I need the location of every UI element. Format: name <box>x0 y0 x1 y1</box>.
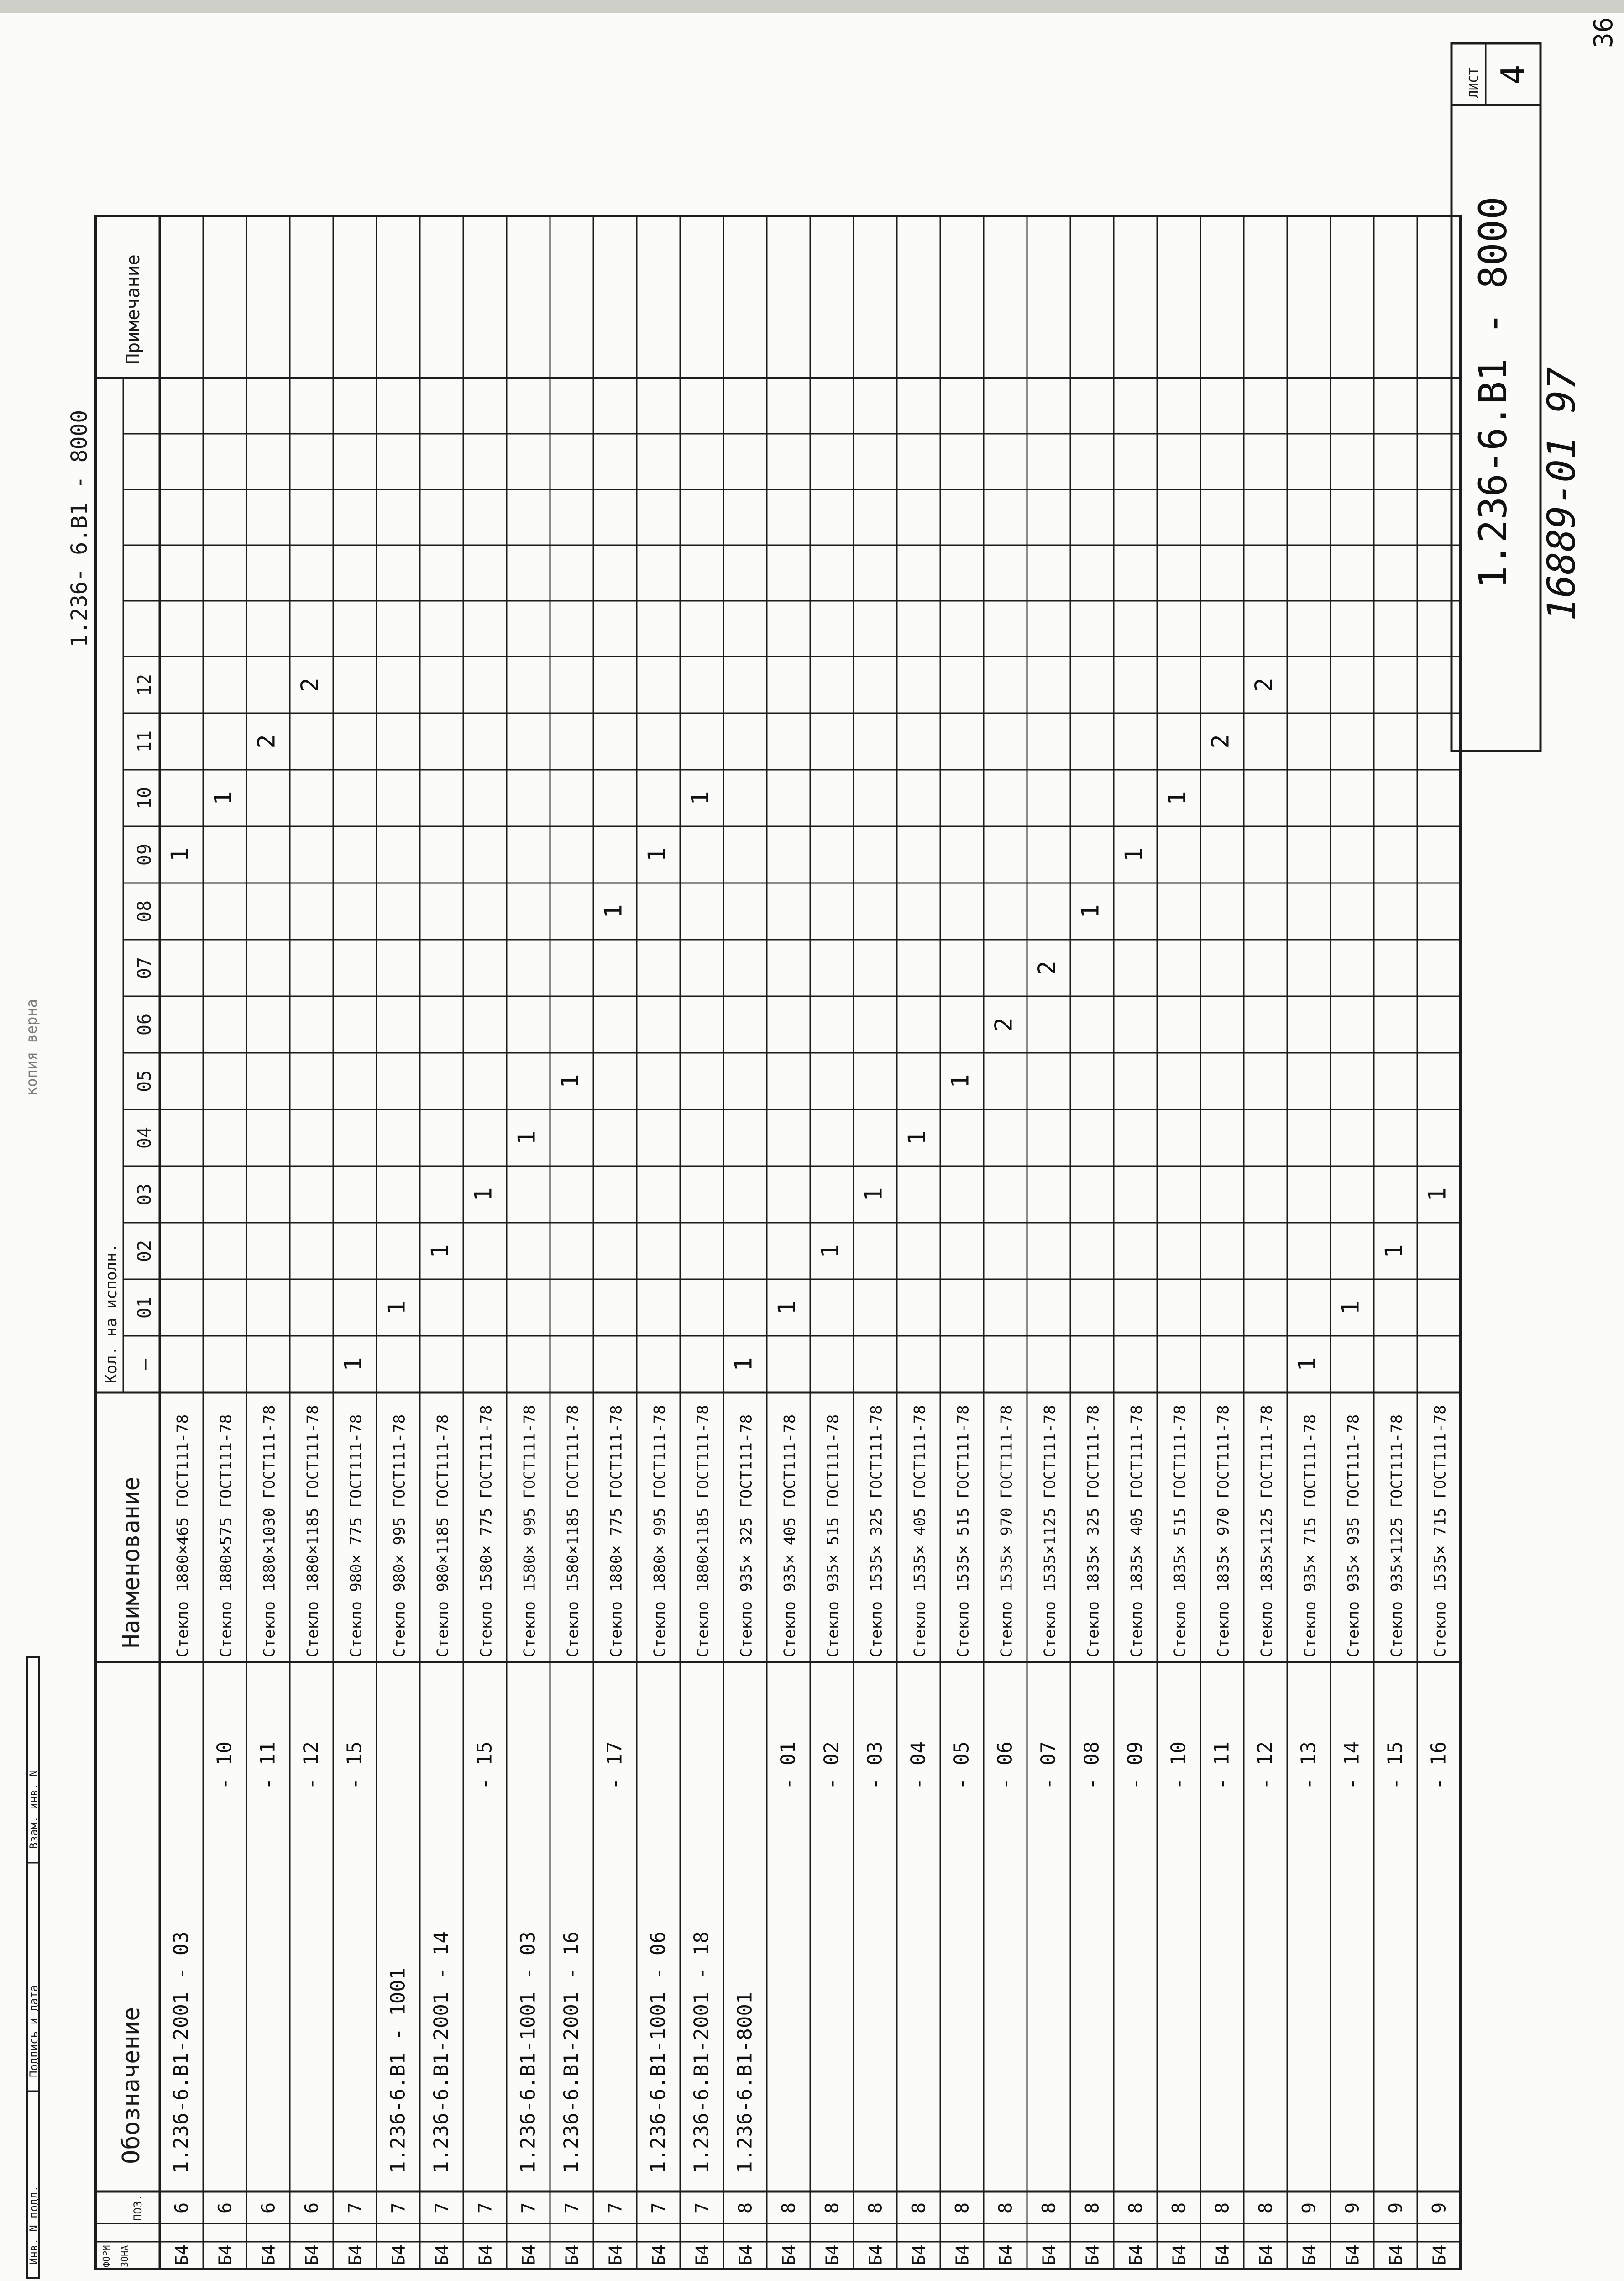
row-name: Стекло 935× 325 ГОСТ111-78 <box>737 1414 756 1657</box>
row-designation: 1.236-6.В1-1001 - 06 <box>646 1931 670 2173</box>
doc-code-stamp: 1.236-6.В1 - 8000 <box>1471 196 1515 589</box>
row-name: Стекло 1880×1185 ГОСТ111-78 <box>304 1405 322 1657</box>
row-format: Б4 <box>692 2244 712 2265</box>
row-pos: 7 <box>431 2202 453 2213</box>
row-designation: - 10 <box>1167 1741 1190 1790</box>
row-designation: - 04 <box>906 1741 930 1790</box>
row-designation: - 09 <box>1123 1741 1147 1790</box>
row-name: Стекло 1880×465 ГОСТ111-78 <box>173 1414 192 1657</box>
row-format: Б4 <box>909 2244 929 2265</box>
row-designation: - 14 <box>1340 1741 1364 1790</box>
row-format: Б4 <box>172 2244 192 2265</box>
scan-edge <box>0 0 1624 13</box>
exec-col-header-12: 12 <box>134 673 155 696</box>
row-pos: 6 <box>301 2202 323 2213</box>
row-name: Стекло 1535×1125 ГОСТ111-78 <box>1041 1405 1059 1657</box>
row-designation: - 13 <box>1297 1741 1320 1790</box>
row-pos: 7 <box>388 2202 409 2213</box>
row-pos: 7 <box>648 2202 670 2213</box>
row-name: Стекло 1580× 995 ГОСТ111-78 <box>520 1405 539 1657</box>
row-format: Б4 <box>1039 2244 1059 2265</box>
qty-value-10: 1 <box>1163 791 1191 805</box>
qty-value-08: 1 <box>600 904 628 919</box>
exec-col-header-10: 10 <box>134 787 155 809</box>
row-name: Стекло 980× 995 ГОСТ111-78 <box>390 1414 409 1657</box>
row-name: Стекло 1535× 405 ГОСТ111-78 <box>911 1405 929 1657</box>
row-pos: 8 <box>735 2202 756 2213</box>
header-zone: ЗОНА <box>119 2245 130 2267</box>
row-pos: 8 <box>995 2202 1016 2213</box>
qty-value-base: 1 <box>340 1357 367 1372</box>
row-pos: 8 <box>1125 2202 1147 2213</box>
row-name: Стекло 1535× 970 ГОСТ111-78 <box>997 1405 1016 1657</box>
row-designation: 1.236-6.В1-2001 - 16 <box>560 1931 583 2173</box>
row-pos: 9 <box>1342 2202 1363 2213</box>
row-format: Б4 <box>1342 2244 1363 2265</box>
row-name: Стекло 980× 775 ГОСТ111-78 <box>347 1414 366 1657</box>
row-format: Б4 <box>519 2244 539 2265</box>
row-designation: - 15 <box>1383 1741 1407 1790</box>
row-designation: - 16 <box>1427 1741 1451 1790</box>
row-format: Б4 <box>735 2244 756 2265</box>
certified-copy-note: копия верна <box>23 999 40 1096</box>
side-label-sign: Подпись и дата <box>27 1985 40 2077</box>
row-name: Стекло 1535× 325 ГОСТ111-78 <box>867 1405 886 1657</box>
header-format: ФОРМ <box>101 2245 112 2267</box>
row-format: Б4 <box>345 2244 366 2265</box>
row-format: Б4 <box>432 2244 452 2265</box>
row-format: Б4 <box>1429 2244 1450 2265</box>
row-name: Стекло 1880× 775 ГОСТ111-78 <box>607 1405 626 1657</box>
row-name: Стекло 1880×1030 ГОСТ111-78 <box>260 1405 279 1657</box>
row-pos: 6 <box>215 2202 236 2213</box>
qty-value-05: 1 <box>947 1074 974 1088</box>
row-name: Стекло 1835× 405 ГОСТ111-78 <box>1127 1405 1146 1657</box>
qty-value-11: 2 <box>253 734 281 749</box>
row-pos: 7 <box>605 2202 626 2213</box>
row-designation: - 17 <box>603 1741 627 1790</box>
qty-value-09: 1 <box>166 847 194 862</box>
exec-col-header-07: 07 <box>134 957 155 979</box>
row-pos: 7 <box>475 2202 496 2213</box>
qty-value-base: 1 <box>730 1357 758 1372</box>
qty-value-04: 1 <box>903 1130 931 1145</box>
qty-value-03: 1 <box>470 1187 498 1202</box>
row-designation: 1.236-6.В1-1001 - 03 <box>516 1931 540 2173</box>
row-format: Б4 <box>1082 2244 1103 2265</box>
row-designation: 1.236-6.В1-8001 <box>733 1992 757 2173</box>
row-pos: 9 <box>1299 2202 1320 2213</box>
row-pos: 8 <box>1082 2202 1103 2213</box>
row-pos: 8 <box>1212 2202 1233 2213</box>
row-designation: - 01 <box>776 1741 800 1790</box>
exec-col-header-09: 09 <box>134 843 155 866</box>
row-pos: 7 <box>561 2202 583 2213</box>
row-designation: - 03 <box>863 1741 887 1790</box>
row-name: Стекло 1880×1185 ГОСТ111-78 <box>694 1405 712 1657</box>
row-pos: 8 <box>778 2202 800 2213</box>
list-label: ЛИСТ <box>1466 67 1481 98</box>
row-designation: - 12 <box>1253 1741 1277 1790</box>
row-designation: - 11 <box>1210 1741 1234 1790</box>
row-designation: 1.236-6.В1 - 1001 <box>386 1967 410 2173</box>
row-designation: - 06 <box>993 1741 1017 1790</box>
qty-value-09: 1 <box>643 847 671 862</box>
row-name: Стекло 1835×1125 ГОСТ111-78 <box>1257 1405 1276 1657</box>
qty-value-11: 2 <box>1207 734 1235 749</box>
row-format: Б4 <box>1126 2244 1146 2265</box>
row-format: Б4 <box>1169 2244 1189 2265</box>
header-pos: ПОЗ. <box>131 2194 144 2221</box>
row-designation: 1.236-6.В1-2001 - 03 <box>169 1931 193 2173</box>
exec-col-header-05: 05 <box>134 1070 155 1093</box>
qty-value-03: 1 <box>860 1187 888 1202</box>
exec-col-header-02: 02 <box>134 1240 155 1262</box>
header-name: Наименование <box>118 1477 145 1648</box>
qty-value-07: 2 <box>1033 961 1061 975</box>
row-format: Б4 <box>562 2244 582 2265</box>
row-format: Б4 <box>1386 2244 1406 2265</box>
row-format: Б4 <box>865 2244 886 2265</box>
row-format: Б4 <box>258 2244 279 2265</box>
row-pos: 8 <box>952 2202 973 2213</box>
qty-value-01: 1 <box>383 1300 411 1315</box>
row-name: Стекло 1535× 515 ГОСТ111-78 <box>954 1405 973 1657</box>
row-designation: - 15 <box>473 1741 497 1790</box>
row-name: Стекло 935× 515 ГОСТ111-78 <box>824 1414 843 1657</box>
row-pos: 6 <box>258 2202 279 2213</box>
row-pos: 8 <box>1255 2202 1277 2213</box>
row-designation: 1.236-6.В1-2001 - 18 <box>690 1931 713 2173</box>
row-format: Б4 <box>779 2244 799 2265</box>
qty-value-09: 1 <box>1120 847 1148 862</box>
qty-value-04: 1 <box>513 1130 541 1145</box>
row-designation: - 07 <box>1037 1741 1060 1790</box>
header-doc-code: 1.236- 6.В1 - 8000 <box>67 410 92 647</box>
row-name: Стекло 1880×575 ГОСТ111-78 <box>217 1414 236 1657</box>
header-designation: Обозначение <box>118 2007 145 2164</box>
row-format: Б4 <box>302 2244 322 2265</box>
row-pos: 8 <box>1038 2202 1060 2213</box>
row-pos: 8 <box>865 2202 886 2213</box>
qty-value-10: 1 <box>210 791 237 805</box>
row-format: Б4 <box>215 2244 236 2265</box>
row-format: Б4 <box>605 2244 626 2265</box>
row-designation: - 02 <box>820 1741 843 1790</box>
row-format: Б4 <box>475 2244 496 2265</box>
row-pos: 7 <box>692 2202 713 2213</box>
qty-value-10: 1 <box>686 791 714 805</box>
exec-col-header-base: — <box>134 1358 155 1370</box>
qty-value-02: 1 <box>817 1244 844 1258</box>
corner-number: 36 <box>1589 17 1619 48</box>
qty-value-01: 1 <box>1337 1300 1365 1315</box>
qty-value-02: 1 <box>1380 1244 1408 1258</box>
qty-value-05: 1 <box>556 1074 584 1088</box>
row-designation: - 05 <box>950 1741 974 1790</box>
row-designation: 1.236-6.В1-2001 - 14 <box>430 1931 453 2173</box>
row-pos: 9 <box>1429 2202 1450 2213</box>
row-format: Б4 <box>388 2244 409 2265</box>
header-note: Примечание <box>123 254 144 364</box>
exec-col-header-04: 04 <box>134 1126 155 1149</box>
row-name: Стекло 980×1185 ГОСТ111-78 <box>434 1414 452 1657</box>
row-pos: 8 <box>908 2202 930 2213</box>
row-name: Стекло 1580×1185 ГОСТ111-78 <box>564 1405 582 1657</box>
row-name: Стекло 935×1125 ГОСТ111-78 <box>1388 1414 1406 1657</box>
row-name: Стекло 1880× 995 ГОСТ111-78 <box>650 1405 669 1657</box>
side-label-inv: Инв. N подл. <box>27 2185 40 2265</box>
row-pos: 7 <box>518 2202 540 2213</box>
list-number: 4 <box>1494 64 1532 84</box>
row-pos: 7 <box>345 2202 366 2213</box>
row-designation: - 15 <box>343 1741 367 1790</box>
row-pos: 9 <box>1385 2202 1407 2213</box>
header-qty-group: Кол. на исполн. <box>102 1243 120 1383</box>
row-name: Стекло 1580× 775 ГОСТ111-78 <box>477 1405 496 1657</box>
row-format: Б4 <box>952 2244 973 2265</box>
qty-value-01: 1 <box>773 1300 801 1315</box>
row-name: Стекло 1835× 325 ГОСТ111-78 <box>1084 1405 1103 1657</box>
row-pos: 8 <box>822 2202 843 2213</box>
row-name: Стекло 1835× 515 ГОСТ111-78 <box>1171 1405 1189 1657</box>
qty-value-12: 2 <box>1250 678 1278 692</box>
qty-value-03: 1 <box>1424 1187 1451 1202</box>
exec-col-header-03: 03 <box>134 1183 155 1206</box>
qty-value-06: 2 <box>990 1017 1018 1032</box>
row-designation: - 11 <box>256 1741 280 1790</box>
exec-col-header-01: 01 <box>134 1296 155 1319</box>
side-label-replace: Взам. инв. N <box>27 1770 40 1849</box>
row-format: Б4 <box>995 2244 1016 2265</box>
qty-value-base: 1 <box>1294 1357 1321 1372</box>
exec-col-header-11: 11 <box>134 730 155 753</box>
row-format: Б4 <box>649 2244 669 2265</box>
row-designation: - 08 <box>1080 1741 1104 1790</box>
row-format: Б4 <box>1212 2244 1233 2265</box>
row-designation: - 10 <box>213 1741 236 1790</box>
qty-value-02: 1 <box>426 1244 454 1258</box>
row-format: Б4 <box>1256 2244 1276 2265</box>
row-name: Стекло 1535× 715 ГОСТ111-78 <box>1431 1405 1450 1657</box>
exec-col-header-08: 08 <box>134 900 155 923</box>
handwritten-reference: 16889-01 97 <box>1539 367 1584 621</box>
row-name: Стекло 935× 935 ГОСТ111-78 <box>1344 1414 1363 1657</box>
row-name: Стекло 935× 715 ГОСТ111-78 <box>1301 1414 1320 1657</box>
row-pos: 6 <box>171 2202 193 2213</box>
exec-col-header-06: 06 <box>134 1013 155 1036</box>
qty-value-08: 1 <box>1077 904 1105 919</box>
row-name: Стекло 935× 405 ГОСТ111-78 <box>781 1414 799 1657</box>
row-designation: - 12 <box>299 1741 323 1790</box>
row-format: Б4 <box>1299 2244 1320 2265</box>
row-format: Б4 <box>822 2244 843 2265</box>
row-pos: 8 <box>1168 2202 1190 2213</box>
row-name: Стекло 1835× 970 ГОСТ111-78 <box>1214 1405 1233 1657</box>
qty-value-12: 2 <box>296 678 324 692</box>
